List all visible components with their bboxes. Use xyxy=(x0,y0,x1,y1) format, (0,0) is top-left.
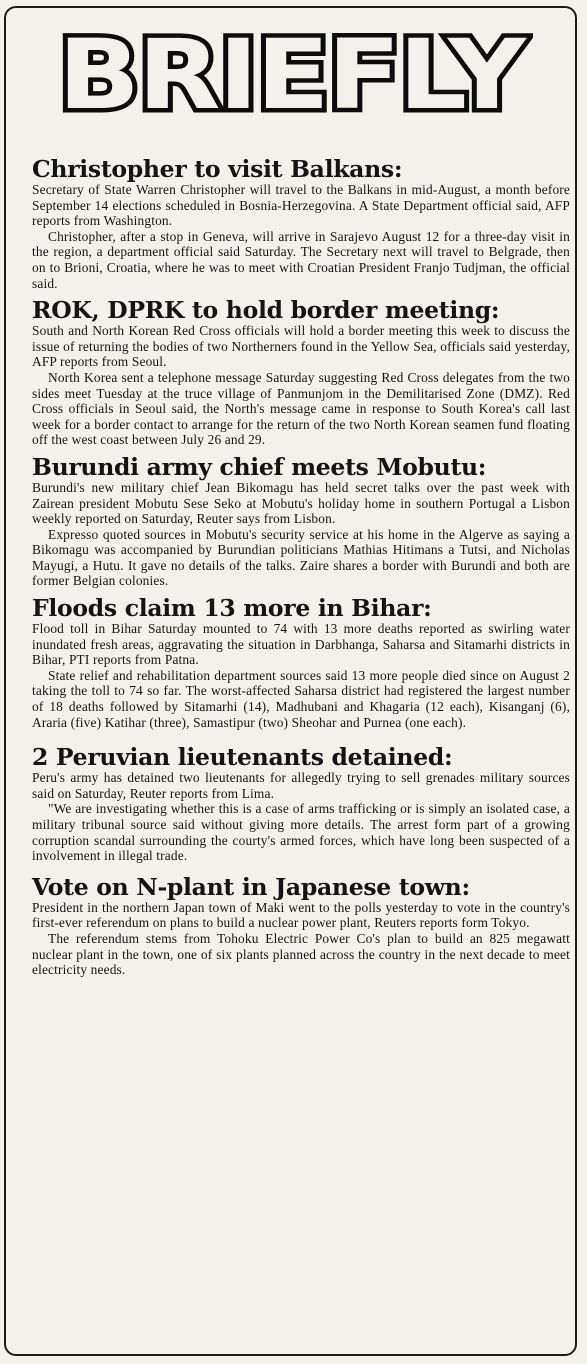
story-headline: Christopher to visit Balkans: xyxy=(32,155,403,183)
story-bihar-floods xyxy=(32,595,570,730)
story-headline: Burundi army chief meets Mobutu: xyxy=(32,452,487,481)
story-paragraph: Christopher, after a stop in Geneva, will arrive in Sarajevo August 12 for a three-day visit in the region, a department official said Saturday. The Secretary next will travel to Belgrade, then on to Brioni, Croatia, where he was to meet with Croatian President Franjo Tudjman, the official said. xyxy=(32,228,570,291)
page-frame xyxy=(4,6,577,1356)
story-burundi-mobutu xyxy=(32,454,570,589)
masthead-title: BRIEFLY xyxy=(57,19,524,131)
story-peru-lieutenants xyxy=(32,744,570,864)
story-headline: Vote on N-plant in Japanese town: xyxy=(32,872,470,901)
masthead xyxy=(6,19,575,131)
story-paragraph: The referendum stems from Tohoku Electric Power Co's plan to build an 825 megawatt nuclear plant in the town, one of six plants planned across the country in the next decade to meet electricity needs. xyxy=(32,930,570,978)
story-paragraph: Peru's army has detained two lieutenants for allegedly trying to sell grenades military sources said on Saturday, Reuter reports from Lima. xyxy=(32,770,570,801)
story-paragraph: State relief and rehabilitation department sources said 13 more people died since on August 2 taking the toll to 74 so far. The worst-affected Saharsa district had registered the largest number of 18 deaths followed by Sitamarhi (14), Madhubani and Khagaria (12 each), Kisanganj (6), Araria (five) Katihar (three), Samastipur (two) Sheohar and Purnea (one each). xyxy=(32,667,570,730)
story-headline: ROK, DPRK to hold border meeting: xyxy=(32,296,500,325)
story-japan-nplant-vote xyxy=(32,874,570,978)
story-paragraph: Burundi's new military chief Jean Bikomagu has held secret talks over the past week with Zairean president Mobutu Sese Seko at Mobutu's holiday home in southern Portugal a Lisbon weekly reported on Saturday, Reuter says from Lisbon. xyxy=(32,479,570,527)
story-paragraph: Expresso quoted sources in Mobutu's security service at his home in the Algerve as saying a Bikomagu was accompanied by Burundian politicians Mathias Hitimans a Tutsi, and Nicholas Mayugi, a Hutu. It gave no details of the talks. Zaire shares a border with Burundi and both are former Belgian colonies. xyxy=(32,526,570,589)
briefs-column xyxy=(32,156,570,978)
story-paragraph: Flood toll in Bihar Saturday mounted to 74 with 13 more deaths reported as swirling water inundated fresh areas, aggravating the situation in Darbhanga, Saharsa and Sitamarhi districts in Bihar, PTI reports from Patna. xyxy=(32,621,570,668)
story-paragraph: "We are investigating whether this is a case of arms trafficking or is simply an isolated case, a military tribunal source said without giving more details. The arrest form part of a growing corruption scandal surrounding the courty's armed forces, which have long been suspected of a involvement in illegal trade. xyxy=(32,801,570,864)
story-paragraph: North Korea sent a telephone message Saturday suggesting Red Cross delegates from the two sides meet Tuesday at the truce village of Panmunjom in the Demilitarised Zone (DMZ). Red Cross officials in Seoul said, the North's message came in response to South Korea's call last week for a border contact to arrange for the return of the two North Korean seamen fund floating off the west coast between July 26 and 29. xyxy=(32,369,570,448)
story-paragraph: Secretary of State Warren Christopher will travel to the Balkans in mid-August, a month before September 14 elections scheduled in Bosnia-Herzegovina. A State Department official said, AFP reports from Washington. xyxy=(32,182,570,229)
story-paragraph: South and North Korean Red Cross officials will hold a border meeting this week to discuss the issue of returning the bodies of two Northerners found in the Yellow Sea, officials said yesterday, AFP reports from Seoul. xyxy=(32,323,570,370)
story-christopher-balkans xyxy=(32,156,570,291)
story-headline: Floods claim 13 more in Bihar: xyxy=(32,594,432,623)
story-rok-dprk-border xyxy=(32,297,570,448)
story-paragraph: President in the northern Japan town of Maki went to the polls yesterday to vote in the country's first-ever referendum on plans to build a nuclear power plant, Reuters reports form Tokyo. xyxy=(32,899,570,931)
story-headline: 2 Peruvian lieutenants detained: xyxy=(32,743,453,772)
